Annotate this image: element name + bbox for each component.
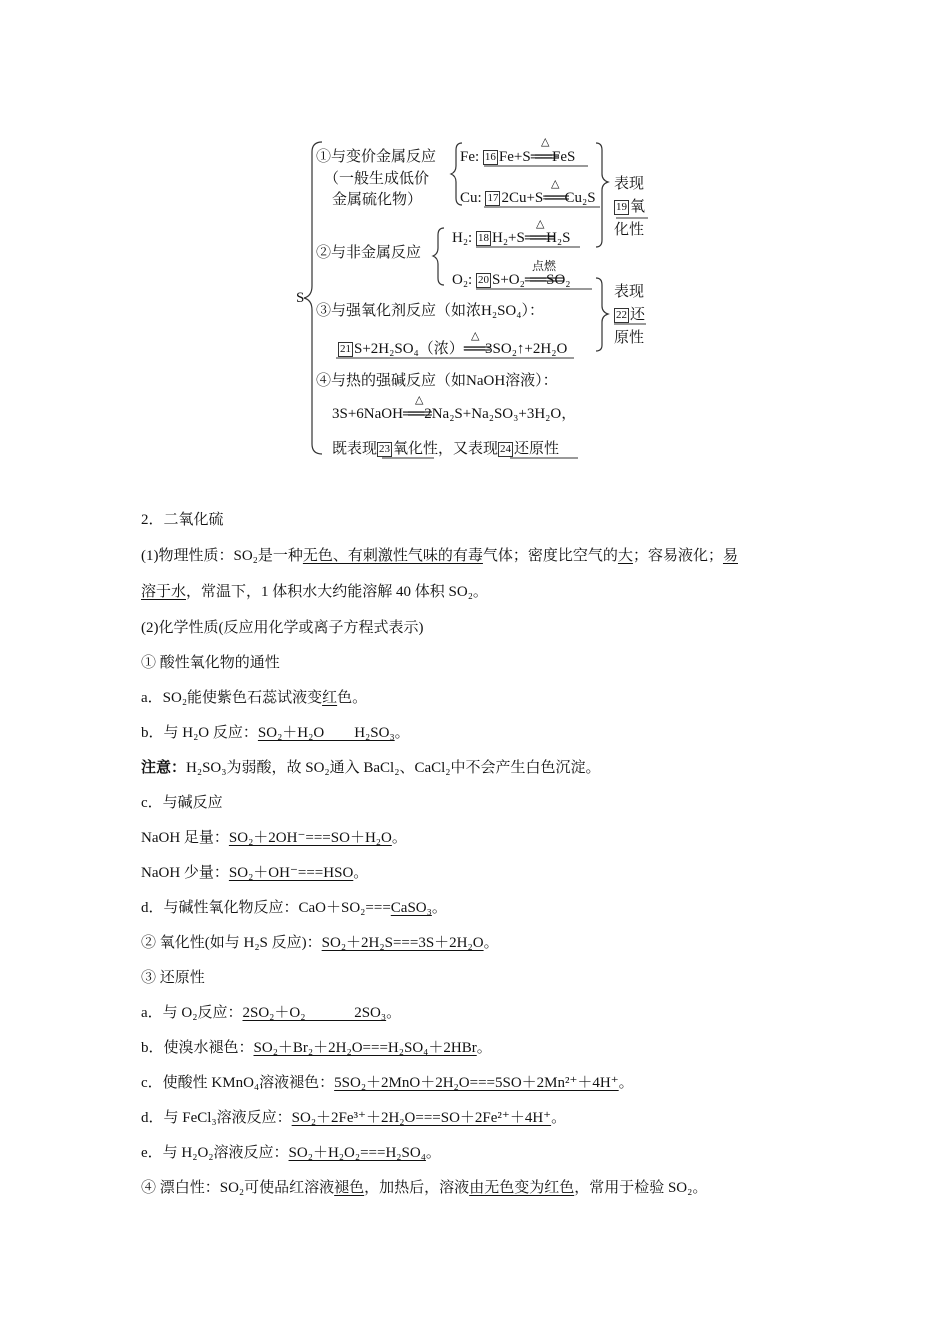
o2-label: O₂: xyxy=(452,272,473,288)
oxidizing-label-1: 表现 xyxy=(614,176,645,192)
branch4-tail-mid: ，又表现 xyxy=(438,441,499,457)
l19-answer2: 由无色变为红色 xyxy=(469,1180,575,1196)
l2-b: ，常温下，1 体积水大约能溶解 40 体积 SO₂。 xyxy=(186,584,488,600)
blank-23: 23 xyxy=(379,443,391,455)
l19-answer1: 褪色 xyxy=(334,1180,365,1196)
o2-ignite-condition: 点燃 xyxy=(532,259,557,273)
l2-answer: 溶于水 xyxy=(141,584,187,600)
l11-a: d．与碱性氧化物反应：CaO＋SO₂=== xyxy=(141,900,391,916)
acidic-oxide-heading: ① 酸性氧化物的通性 xyxy=(141,655,280,671)
fe-equation: Fe+S══FeS xyxy=(498,149,576,165)
l14-b: 。 xyxy=(386,1005,402,1021)
l5-answer: 红 xyxy=(322,690,338,706)
fe-label: Fe: xyxy=(460,149,480,165)
branch2-title: ②与非金属反应 xyxy=(316,245,422,261)
l18-a: e．与 H₂O₂溶液反应： xyxy=(141,1145,289,1161)
h2-equation: H₂+S══H₂S xyxy=(491,230,571,246)
l6-answer: SO₂＋H₂O H₂SO₃ xyxy=(257,725,395,741)
l15-b: 。 xyxy=(476,1040,492,1056)
l17-b: 。 xyxy=(551,1110,567,1126)
l14-a: a．与 O₂反应： xyxy=(141,1005,243,1021)
branch4-equation: 3S+6NaOH══2Na₂S+Na₂SO₃+3H₂O， xyxy=(332,406,577,422)
cu-equation: 2Cu+S══Cu₂S xyxy=(501,190,596,206)
water-reaction-line xyxy=(141,723,410,743)
blank-19: 19 xyxy=(616,201,627,213)
oxygen-reaction-line xyxy=(141,1003,401,1023)
branch4-word1: 氧化性 xyxy=(393,441,439,457)
note-label: 注意： xyxy=(141,760,187,776)
naoh-limited-line xyxy=(141,863,368,883)
l11-b: 。 xyxy=(431,900,447,916)
blank-18: 18 xyxy=(477,232,489,244)
fe-heat-condition: △ xyxy=(541,136,550,148)
l12-b: 。 xyxy=(483,935,499,951)
branch1-note-2: 金属硫化物） xyxy=(332,192,423,208)
l1-b: 气体；密度比空气的 xyxy=(482,548,618,564)
h2-heat-condition: △ xyxy=(536,218,545,230)
naoh-excess-line xyxy=(141,828,407,848)
l1-answer3: 易 xyxy=(722,548,738,564)
branch1-note-1: （一般生成低价 xyxy=(324,171,430,187)
blank-24: 24 xyxy=(500,443,512,455)
basic-oxide-line xyxy=(141,898,447,918)
physical-properties-line1 xyxy=(141,546,738,566)
branch3-equation: S+2H₂SO₄（浓）══3SO₂↑+2H₂O xyxy=(354,341,568,357)
reducing-heading: ③ 还原性 xyxy=(141,970,205,986)
l9-b: 。 xyxy=(391,830,407,846)
l10-b: 。 xyxy=(353,865,369,881)
blank-16: 16 xyxy=(484,151,496,163)
l11-answer: CaSO₃ xyxy=(390,900,432,916)
oxidizing-line xyxy=(141,933,499,953)
l16-answer: 5SO₂＋2MnO＋2H₂O===5SO＋2Mn²⁺＋4H⁺ xyxy=(334,1075,619,1091)
branch3-heat-condition: △ xyxy=(471,330,480,342)
o2-equation: S+O₂══SO₂ xyxy=(491,272,571,288)
nonmetal-brace xyxy=(433,228,444,285)
section-heading: 2．二氧化硫 xyxy=(141,512,224,528)
l10-a: NaOH 少量： xyxy=(141,865,229,881)
l1-answer1: 无色、有刺激性气味的有毒 xyxy=(302,548,483,564)
l5-a: a．SO₂能使紫色石蕊试液变 xyxy=(141,690,323,706)
litmus-line xyxy=(141,688,367,708)
reducing-label-2: 还 xyxy=(630,307,646,323)
note-text: H₂SO₃为弱酸，故 SO₂通入 BaCl₂、CaCl₂中不会产生白色沉淀。 xyxy=(186,760,601,776)
branch3-title: ③与强氧化剂反应（如浓H₂SO₄）： xyxy=(316,303,544,319)
l17-a: d．与 FeCl₃溶液反应： xyxy=(141,1110,292,1126)
l12-answer: SO₂＋2H₂S===3S＋2H₂O xyxy=(321,935,484,951)
l6-b: 。 xyxy=(394,725,410,741)
l19-b: ，加热后，溶液 xyxy=(364,1180,470,1196)
l15-a: b．使溴水褪色： xyxy=(141,1040,254,1056)
l9-answer: SO₂＋2OH⁻===SO＋H₂O xyxy=(228,830,392,846)
branch4-tail-pre: 既表现 xyxy=(332,441,378,457)
l19-c: ，常用于检验 SO₂。 xyxy=(574,1180,708,1196)
oxidizing-bracket xyxy=(596,143,608,247)
oxidizing-label-2: 氧 xyxy=(630,199,646,215)
l9-a: NaOH 足量： xyxy=(141,830,229,846)
h2-label: H₂: xyxy=(452,230,473,246)
reducing-label-1: 表现 xyxy=(614,284,645,300)
blank-22: 22 xyxy=(616,309,627,321)
reducing-bracket xyxy=(596,278,608,351)
l12-a: ② 氧化性(如与 H₂S 反应)： xyxy=(141,935,322,951)
branch4-heat-condition: △ xyxy=(415,394,424,406)
branch1-title: ①与变价金属反应 xyxy=(316,149,437,165)
branch4-title: ④与热的强碱反应（如NaOH溶液）： xyxy=(316,373,558,389)
chemical-properties-heading: (2)化学性质(反应用化学或离子方程式表示) xyxy=(141,620,424,636)
blank-17: 17 xyxy=(487,192,499,204)
blank-21: 21 xyxy=(340,343,351,355)
l14-answer: 2SO₂＋O₂ 2SO₃ xyxy=(242,1005,387,1021)
l1-answer2: 大 xyxy=(617,548,633,564)
branch4-word2: 还原性 xyxy=(514,441,560,457)
l1-c: ；容易液化； xyxy=(632,548,723,564)
l15-answer: SO₂＋Br₂＋2H₂O===H₂SO₄＋2HBr xyxy=(253,1040,477,1056)
l18-b: 。 xyxy=(425,1145,441,1161)
l5-b: 色。 xyxy=(337,690,368,706)
l6-a: b．与 H₂O 反应： xyxy=(141,725,258,741)
h2o2-line xyxy=(141,1143,441,1163)
l16-b: 。 xyxy=(618,1075,634,1091)
blank-20: 20 xyxy=(477,274,489,286)
l19-a: ④ 漂白性：SO₂可使品红溶液 xyxy=(141,1180,335,1196)
note-line xyxy=(141,758,601,778)
bleaching-line xyxy=(141,1178,707,1198)
cu-heat-condition: △ xyxy=(551,178,560,190)
base-reaction-heading: c．与碱反应 xyxy=(141,795,223,811)
l16-a: c．使酸性 KMnO₄溶液褪色： xyxy=(141,1075,335,1091)
main-brace xyxy=(304,142,322,454)
l1-a: (1)物理性质：SO₂是一种 xyxy=(141,548,303,564)
kmno4-line xyxy=(141,1073,634,1093)
reducing-label-3: 原性 xyxy=(614,330,645,346)
l10-answer: SO₂＋OH⁻===HSO xyxy=(228,865,354,881)
cu-label: Cu: xyxy=(460,190,482,206)
oxidizing-label-3: 化性 xyxy=(614,222,645,238)
bromine-line xyxy=(141,1038,492,1058)
l18-answer: SO₂＋H₂O₂===H₂SO₄ xyxy=(288,1145,426,1161)
l17-answer: SO₂＋2Fe³⁺＋2H₂O===SO＋2Fe²⁺＋4H⁺ xyxy=(291,1110,552,1126)
physical-properties-line2 xyxy=(141,582,488,602)
fecl3-line xyxy=(141,1108,566,1128)
root-s: S xyxy=(296,290,305,306)
